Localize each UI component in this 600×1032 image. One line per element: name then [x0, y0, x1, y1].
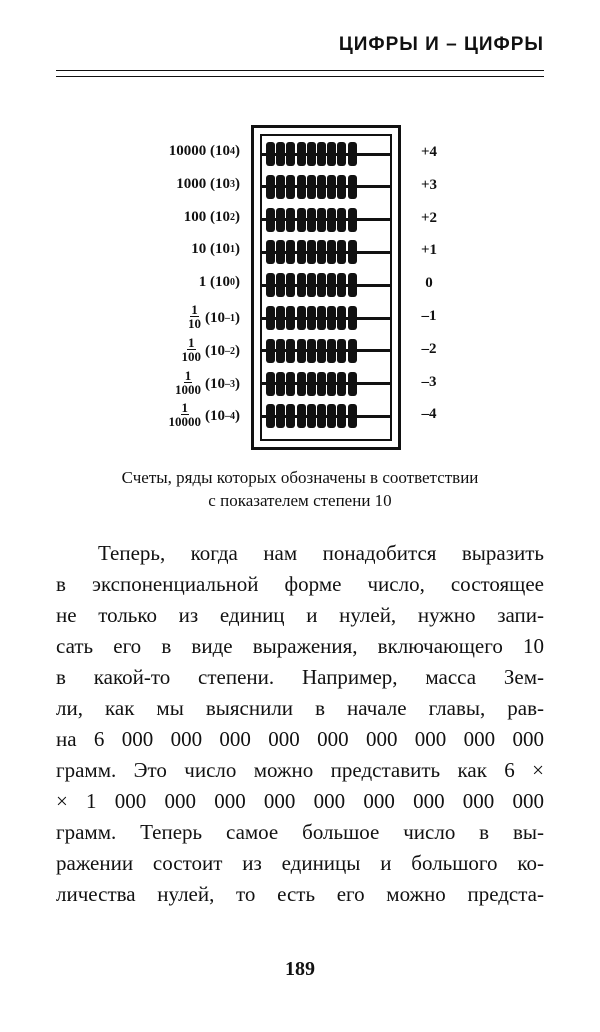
abacus-row-exponent: +4 [420, 144, 438, 160]
abacus-bead [348, 306, 357, 330]
abacus-bead [266, 306, 275, 330]
abacus-bead [286, 142, 295, 166]
abacus-bead-group [266, 240, 358, 264]
caption-line-1: Счеты, ряды которых обозначены в соответствии [121, 468, 479, 487]
power-base-text: 1000 (10 [176, 175, 230, 192]
abacus-bead [307, 240, 316, 264]
page-number: 189 [285, 958, 315, 980]
body-line: сать его в виде выражения, включающего 10 [56, 634, 544, 658]
abacus-bead [286, 208, 295, 232]
abacus-bead [297, 208, 306, 232]
abacus-bead [307, 404, 316, 428]
fraction [175, 369, 201, 396]
abacus-bead-group [266, 175, 358, 199]
abacus-bead [327, 175, 336, 199]
abacus-bead [286, 306, 295, 330]
power-base-text: 100 (10 [183, 208, 230, 225]
abacus-bead [327, 372, 336, 396]
fraction-denominator: 10000 [168, 414, 201, 430]
abacus-bead [286, 240, 295, 264]
abacus-bead [327, 339, 336, 363]
fraction-numerator: 1 [184, 367, 192, 383]
abacus-bead [307, 372, 316, 396]
abacus-bead [266, 339, 275, 363]
fraction-numerator: 1 [188, 334, 195, 350]
abacus-bead [307, 142, 316, 166]
abacus-bead [286, 404, 295, 428]
abacus-bead [317, 339, 326, 363]
abacus-row-label [181, 334, 241, 364]
body-line: в экспоненциальной форме число, состоящее [56, 572, 544, 596]
abacus-bead [337, 175, 346, 199]
abacus-bead [276, 240, 285, 264]
power-base-text: (10 [205, 342, 225, 359]
power-exponent: 2 [230, 211, 235, 223]
body-line: не только из единиц и нулей, нужно запи- [56, 603, 544, 627]
power-exponent: 3 [230, 178, 235, 190]
body-line: на 6 000 000 000 000 000 000 000 000 000 [56, 727, 544, 751]
abacus-bead [317, 175, 326, 199]
abacus-bead [276, 175, 285, 199]
abacus-row-exponent: –4 [421, 406, 437, 423]
power-base-text: 10000 (10 [168, 143, 230, 159]
closing-paren: ) [235, 375, 240, 392]
power-exponent: 4 [230, 146, 235, 157]
abacus-bead [348, 240, 357, 264]
abacus-bead [307, 339, 316, 363]
abacus-bead [327, 306, 336, 330]
abacus-bead [266, 175, 275, 199]
abacus-bead [307, 208, 316, 232]
abacus-bead [297, 175, 306, 199]
abacus-row-label [176, 176, 240, 193]
abacus-bead [348, 372, 357, 396]
closing-paren: ) [235, 342, 240, 359]
abacus-bead [286, 273, 295, 297]
body-line: грамм. Это число можно представить как 6 × [56, 758, 544, 782]
fraction [169, 401, 202, 428]
abacus-bead [286, 372, 295, 396]
abacus-row-exponent: –3 [421, 373, 437, 390]
abacus-row-label [191, 241, 240, 258]
body-line: в какой-то степени. Например, масса Зем- [56, 665, 544, 689]
power-base-text: (10 [205, 310, 225, 326]
abacus-bead [266, 273, 275, 297]
closing-paren: ) [235, 208, 240, 225]
abacus-bead [348, 142, 357, 166]
body-line: ражении состоит из единицы и большого ко- [56, 851, 544, 875]
fraction-denominator: 1000 [175, 381, 201, 397]
abacus-bead [286, 339, 295, 363]
abacus-bead [317, 208, 326, 232]
abacus-row-exponent: +1 [420, 242, 438, 259]
abacus-bead [317, 142, 326, 166]
power-exponent: 0 [230, 277, 235, 289]
abacus-bead [327, 273, 336, 297]
abacus-row-label [184, 209, 240, 226]
abacus-bead [317, 306, 326, 330]
abacus-row-label [175, 367, 240, 397]
abacus-bead [307, 306, 316, 330]
figure-caption [0, 466, 600, 512]
closing-paren: ) [235, 143, 240, 159]
abacus-bead [317, 372, 326, 396]
body-line: × 1 000 000 000 000 000 000 000 000 000 [56, 789, 544, 813]
abacus-bead [317, 240, 326, 264]
abacus-bead [337, 240, 346, 264]
caption-line-2: с показателем степени 10 [208, 491, 392, 510]
abacus-bead [337, 339, 346, 363]
abacus-bead [337, 142, 346, 166]
abacus-bead-group [266, 208, 358, 232]
abacus-figure [0, 118, 600, 463]
abacus-row-label [199, 274, 240, 291]
abacus-bead [297, 339, 306, 363]
closing-paren: ) [235, 310, 240, 326]
abacus-bead [337, 306, 346, 330]
abacus-bead [286, 175, 295, 199]
closing-paren: ) [235, 274, 240, 291]
body-paragraph [56, 538, 544, 910]
abacus-bead [307, 273, 316, 297]
abacus-row-exponent: –2 [421, 340, 437, 357]
abacus-bead [327, 208, 336, 232]
abacus-bead [337, 404, 346, 428]
power-base-text: (10 [205, 408, 225, 425]
abacus-bead [276, 372, 285, 396]
abacus-row-label [168, 400, 241, 430]
fraction-numerator: 1 [191, 302, 198, 317]
abacus-bead-group [266, 339, 358, 363]
abacus-bead [266, 372, 275, 396]
abacus-row-exponent: –1 [421, 308, 437, 324]
abacus-bead-group [266, 273, 358, 297]
abacus-bead [307, 175, 316, 199]
body-line: ли, как мы выяснили в начале главы, рав- [56, 696, 544, 720]
abacus-bead [348, 175, 357, 199]
abacus-bead-group [266, 306, 358, 330]
abacus-bead [297, 372, 306, 396]
abacus-bead-group [266, 404, 358, 428]
abacus-bead [276, 306, 285, 330]
abacus-bead [276, 208, 285, 232]
fraction-numerator: 1 [181, 400, 188, 416]
abacus-bead [297, 142, 306, 166]
closing-paren: ) [235, 408, 240, 425]
abacus-bead-group [266, 372, 358, 396]
running-header: ЦИФРЫ И – ЦИФРЫ [338, 34, 544, 55]
abacus-bead [276, 273, 285, 297]
power-base-text: 1 (10 [198, 274, 230, 291]
power-base-text: 10 (10 [191, 241, 230, 258]
abacus-bead [297, 273, 306, 297]
abacus-bead [337, 273, 346, 297]
abacus-bead [297, 306, 306, 330]
body-line: грамм. Теперь самое большое число в вы- [56, 820, 544, 844]
power-exponent: –3 [225, 378, 235, 390]
abacus-bead [276, 339, 285, 363]
body-line: личества нулей, то есть его можно предста- [56, 882, 544, 906]
abacus-bead [327, 240, 336, 264]
abacus-bead [348, 404, 357, 428]
header-rule-bottom [56, 76, 544, 77]
power-exponent: –4 [225, 411, 235, 423]
fraction-denominator: 100 [181, 348, 201, 364]
abacus-bead [266, 404, 275, 428]
abacus-bead [348, 273, 357, 297]
closing-paren: ) [235, 175, 240, 192]
abacus-bead [317, 273, 326, 297]
header-rule-top [56, 70, 544, 71]
abacus-bead [327, 142, 336, 166]
abacus-bead [337, 208, 346, 232]
abacus-bead [297, 240, 306, 264]
power-exponent: –2 [225, 345, 235, 357]
abacus-row-exponent: +3 [420, 176, 438, 193]
fraction [188, 303, 201, 330]
abacus-bead [266, 208, 275, 232]
closing-paren: ) [235, 241, 240, 258]
power-base-text: (10 [205, 375, 225, 392]
abacus-bead [348, 208, 357, 232]
abacus-bead [276, 142, 285, 166]
power-exponent: 1 [230, 244, 235, 256]
abacus-row-exponent: +2 [420, 209, 438, 226]
fraction [182, 336, 202, 363]
abacus-row-label [188, 302, 240, 331]
abacus-bead [276, 404, 285, 428]
abacus-bead [297, 404, 306, 428]
abacus-row-label [169, 143, 240, 160]
power-exponent: –1 [225, 313, 235, 324]
abacus-bead [337, 372, 346, 396]
abacus-bead-group [266, 142, 358, 166]
abacus-bead [317, 404, 326, 428]
abacus-bead [348, 339, 357, 363]
body-line: Теперь, когда нам понадобится выразить [98, 541, 544, 565]
abacus-row-exponent: 0 [425, 275, 433, 292]
abacus-bead [327, 404, 336, 428]
abacus-bead [266, 240, 275, 264]
abacus-bead [266, 142, 275, 166]
fraction-denominator: 10 [188, 316, 201, 331]
